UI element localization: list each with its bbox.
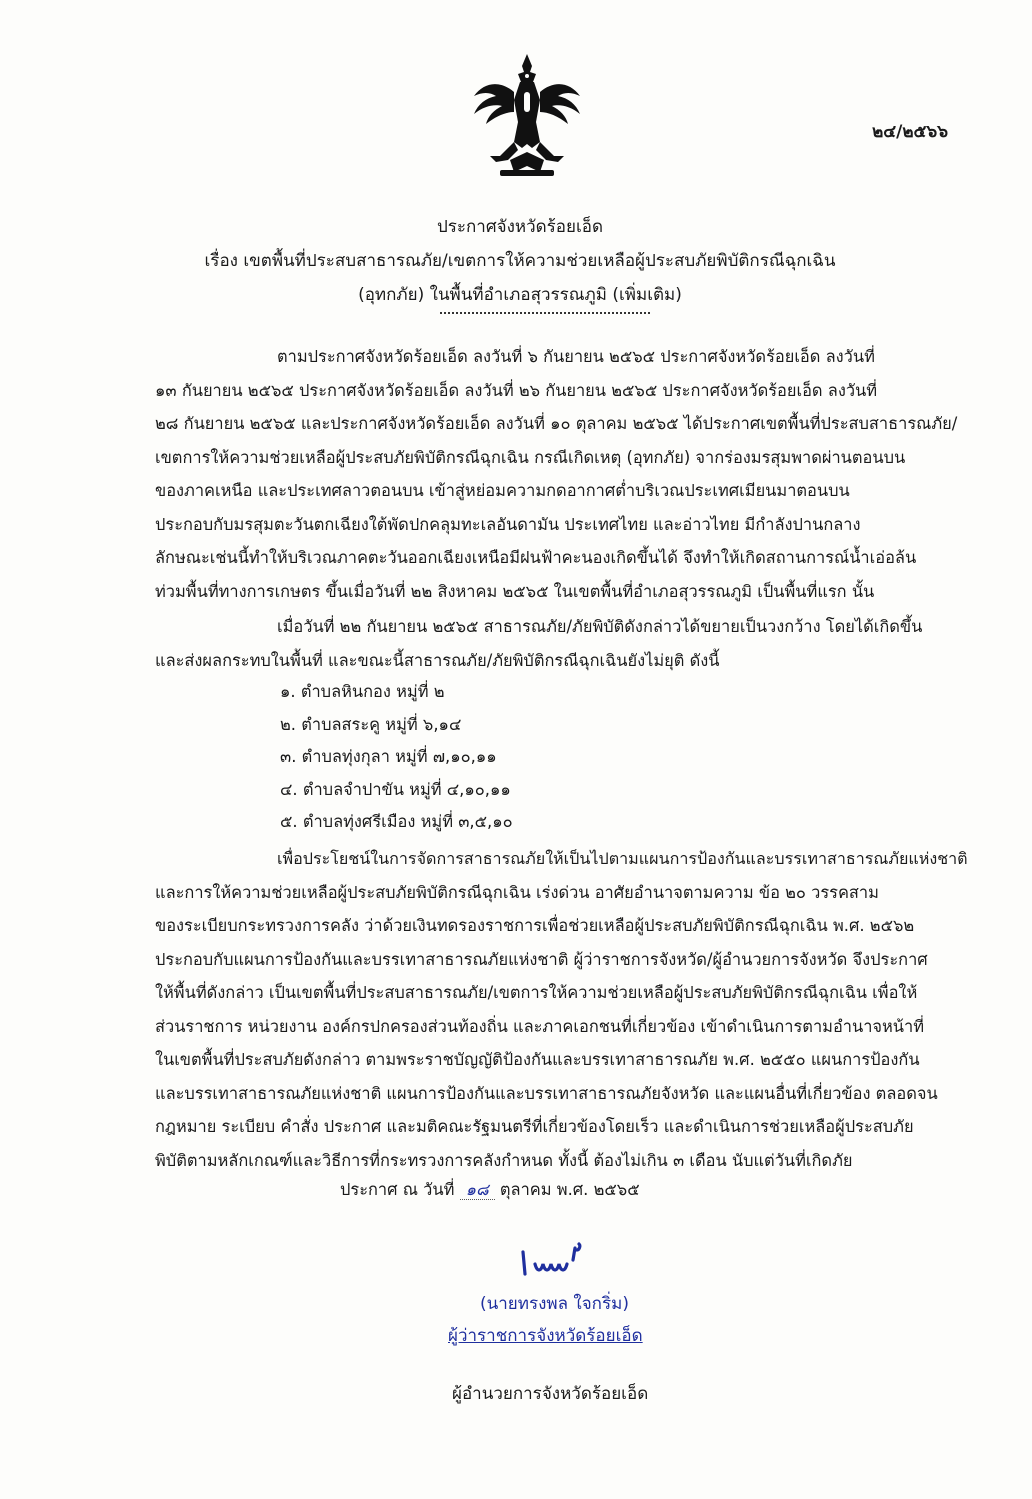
paragraph-line: กฎหมาย ระเบียบ คำสั่ง ประกาศ และมติคณะรัฐมนตรีที่เกี่ยวข้องโดยเร็ว และดำเนินการช่วยเหลือผู้ประสบภัย (155, 1117, 914, 1136)
signer-title: ผู้ว่าราชการจังหวัดร้อยเอ็ด (448, 1326, 643, 1346)
handwritten-day: ๑๘ (460, 1180, 495, 1200)
list-item: ๓. ตำบลทุ่งกุลา หมู่ที่ ๗,๑๐,๑๑ (280, 747, 497, 766)
paragraph-line: ตามประกาศจังหวัดร้อยเอ็ด ลงวันที่ ๖ กันยายน ๒๕๖๕ ประกาศจังหวัดร้อยเอ็ด ลงวันที่ (277, 347, 875, 366)
paragraph-background (155, 340, 970, 608)
list-item: ๕. ตำบลทุ่งศรีเมือง หมู่ที่ ๓,๕,๑๐ (280, 812, 513, 831)
paragraph-line: ๒๘ กันยายน ๒๕๖๕ และประกาศจังหวัดร้อยเอ็ด ลงวันที่ ๑๐ ตุลาคม ๒๕๖๕ ได้ประกาศเขตพื้นที่ประสบสาธารณภัย/ (155, 414, 958, 433)
paragraph-line: ลักษณะเช่นนี้ทำให้บริเวณภาคตะวันออกเฉียงเหนือมีฝนฟ้าคะนองเกิดขึ้นได้ จึงทำให้เกิดสถานการณ์น้ำเอ่อล้น (155, 548, 917, 567)
paragraph-line: ประกอบกับแผนการป้องกันและบรรเทาสาธารณภัยแห่งชาติ ผู้ว่าราชการจังหวัด/ผู้อำนวยการจังหวัด จึงประกาศ (155, 949, 928, 969)
announcement-date (340, 1177, 640, 1203)
paragraph-line: ท่วมพื้นที่ทางการเกษตร ขึ้นเมื่อวันที่ ๒๒ สิงหาคม ๒๕๖๕ ในเขตพื้นที่อำเภอสุวรรณภูมิ เป็นพื้นที่แรก นั้น (155, 581, 875, 601)
garuda-emblem-icon (470, 52, 584, 180)
issuer-heading: ประกาศจังหวัดร้อยเอ็ด (436, 217, 604, 237)
signer-name: (นายทรงพล ใจกริ่ม) (480, 1294, 629, 1314)
paragraph-line: ๑๓ กันยายน ๒๕๖๕ ประกาศจังหวัดร้อยเอ็ด ลงวันที่ ๒๖ กันยายน ๒๕๖๕ ประกาศจังหวัดร้อยเอ็ด ลงวันที่ (155, 380, 878, 400)
paragraph-line: ประกอบกับมรสุมตะวันตกเฉียงใต้พัดปกคลุมทะเลอันดามัน ประเทศไทย และอ่าวไทย มีกำลังปานกลาง (155, 514, 861, 534)
announcement-title (150, 210, 890, 312)
paragraph-line: ให้พื้นที่ดังกล่าว เป็นเขตพื้นที่ประสบสาธารณภัย/เขตการให้ความช่วยเหลือผู้ประสบภัยพิบัติกรณีฉุกเฉิน เพื่อให้ (155, 983, 918, 1002)
paragraph-line: และบรรเทาสาธารณภัยแห่งชาติ แผนการป้องกันและบรรเทาสาธารณภัยจังหวัด และแผนอื่นที่เกี่ยวข้อง ตลอดจน (155, 1083, 938, 1103)
paragraph-line: และส่งผลกระทบในพื้นที่ และขณะนี้สาธารณภัย/ภัยพิบัติกรณีฉุกเฉินยังไม่ยุติ ดังนี้ (155, 650, 720, 670)
signature-icon (515, 1238, 595, 1282)
subject-line-continued: (อุทกภัย) ในพื้นที่อำเภอสุวรรณภูมิ (เพิ่มเติม) (358, 285, 682, 305)
subject-line: เรื่อง เขตพื้นที่ประสบสาธารณภัย/เขตการให้ความช่วยเหลือผู้ประสบภัยพิบัติกรณีฉุกเฉิน (204, 251, 836, 271)
document-number: ๒๔/๒๕๖๖ (872, 122, 948, 142)
paragraph-line: และการให้ความช่วยเหลือผู้ประสบภัยพิบัติกรณีฉุกเฉิน เร่งด่วน อาศัยอำนาจตามความ ข้อ ๒๐ วรรคสาม (155, 882, 879, 902)
title-divider (440, 312, 650, 314)
paragraph-line: เพื่อประโยชน์ในการจัดการสาธารณภัยให้เป็นไปตามแผนการป้องกันและบรรเทาสาธารณภัยแห่งชาติ (277, 849, 968, 868)
paragraph-line: ในเขตพื้นที่ประสบภัยดังกล่าว ตามพระราชบัญญัติป้องกันและบรรเทาสาธารณภัย พ.ศ. ๒๕๕๐ แผนการป้องกัน (155, 1050, 920, 1069)
list-item: ๑. ตำบลหินกอง หมู่ที่ ๒ (280, 682, 445, 701)
affected-areas-list (280, 676, 513, 839)
date-suffix: ตุลาคม พ.ศ. ๒๕๖๕ (499, 1180, 640, 1199)
paragraph-line: ของภาคเหนือ และประเทศลาวตอนบน เข้าสู่หย่อมความกดอากาศต่ำบริเวณประเทศเมียนมาตอนบน (155, 481, 850, 500)
list-item: ๔. ตำบลจำปาขัน หมู่ที่ ๔,๑๐,๑๑ (280, 779, 511, 799)
date-prefix: ประกาศ ณ วันที่ (340, 1180, 455, 1199)
paragraph-line: ของระเบียบกระทรวงการคลัง ว่าด้วยเงินทดรองราชการเพื่อช่วยเหลือผู้ประสบภัยพิบัติกรณีฉุกเฉิน พ.ศ. ๒๕๖๒ (155, 916, 915, 935)
paragraph-line: ส่วนราชการ หน่วยงาน องค์กรปกครองส่วนท้องถิ่น และภาคเอกชนที่เกี่ยวข้อง เข้าดำเนินการตามอำนาจหน้าที่ (155, 1016, 925, 1036)
signer-role: ผู้อำนวยการจังหวัดร้อยเอ็ด (452, 1384, 649, 1404)
paragraph-line: พิบัติตามหลักเกณฑ์และวิธีการที่กระทรวงการคลังกำหนด ทั้งนี้ ต้องไม่เกิน ๓ เดือน นับแต่วันที่เกิดภัย (155, 1150, 853, 1170)
paragraph-situation (155, 610, 970, 677)
list-item: ๒. ตำบลสระคู หมู่ที่ ๖,๑๔ (280, 714, 462, 734)
paragraph-declaration (155, 842, 970, 1177)
paragraph-line: เขตการให้ความช่วยเหลือผู้ประสบภัยพิบัติกรณีฉุกเฉิน กรณีเกิดเหตุ (อุทกภัย) จากร่องมรสุมพาดผ่านตอนบน (155, 447, 906, 467)
paragraph-line: เมื่อวันที่ ๒๒ กันยายน ๒๕๖๕ สาธารณภัย/ภัยพิบัติดังกล่าวได้ขยายเป็นวงกว้าง โดยได้เกิดขึ้น (277, 617, 923, 636)
